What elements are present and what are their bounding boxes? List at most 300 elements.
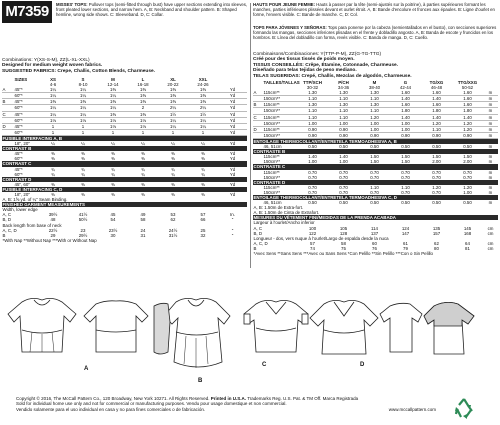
table-cell: 168 (463, 230, 472, 236)
table-cell: 1.60 (452, 102, 483, 108)
table-cell: 46, 51cm (263, 200, 282, 206)
table-cell: 1¼ (98, 105, 128, 111)
french-description (253, 2, 497, 24)
table-cell: 0.90 (452, 132, 483, 138)
table-cell: 1⅜ (98, 99, 128, 105)
table-cell: 0.70 (432, 189, 441, 195)
table-cell: C (2, 111, 14, 117)
table-cell: 1½ (158, 111, 188, 117)
table-cell: B, D (253, 230, 263, 236)
table-cell: cm (487, 230, 494, 236)
table-cell: 66 (200, 217, 206, 223)
table-cell: 122 (308, 230, 317, 236)
table-cell: 150cm** (263, 108, 297, 114)
table-cell: ⅜ (111, 151, 115, 157)
table-cell: ¾ (141, 166, 145, 172)
table-cell: ⅜ (51, 151, 55, 157)
table-cell: ⅜ (201, 191, 205, 197)
table-cell: XS (50, 77, 56, 82)
table-cell: 0.50 (308, 144, 317, 150)
table-cell: 115cm** (263, 114, 297, 120)
table-cell: ⅜ (201, 181, 205, 187)
table-cell: D (2, 123, 14, 129)
table-cell: 4-6 (49, 82, 57, 88)
table-cell: 50½ (78, 217, 88, 223)
table-cell: 1⅜ (98, 111, 128, 117)
table-cell: ⅜ (141, 151, 145, 157)
table-cell: 24 (140, 227, 146, 233)
table-cell: B (2, 99, 14, 105)
table-cell: " (231, 227, 234, 233)
table-cell: 135 (432, 225, 441, 231)
table-cell: 115cm** (263, 169, 280, 175)
table-cell: 114 (371, 225, 378, 231)
table-cell: 1.00 (463, 189, 472, 195)
table-cell: 0.70 (339, 169, 348, 175)
table-cell: Yd (229, 151, 236, 157)
es-telas-text: TELAS SUGERIDAS: Crepé, Challís, Mezclas de algodón, Charmeuse. (253, 73, 412, 79)
table-cell: ⅜ (201, 156, 205, 162)
table-cell: 0.70 (339, 184, 348, 190)
table-cell: 20-22 (167, 82, 179, 88)
table-cell: FUSIBLE INTERFACING A, B (2, 135, 247, 141)
table-cell: 1¼ (68, 111, 98, 117)
table-cell: 1.20 (452, 126, 483, 132)
table-cell: 0.70 (339, 174, 348, 180)
table-cell: 1.60 (452, 90, 483, 96)
table-cell: 49 (140, 212, 146, 218)
table-cell: 115cm** (263, 90, 297, 96)
table-cell: 50-52 (461, 85, 474, 91)
table-cell: 1.10 (421, 126, 452, 132)
table-cell: m (488, 174, 493, 180)
table-cell: S (81, 77, 85, 82)
table-cell: 0.50 (339, 200, 348, 206)
combinations-text: Combinations: Y(XS-S-M), ZZ(L-XL-XXL) (2, 58, 90, 63)
table-cell: 1¼ (38, 111, 68, 117)
table-cell: A (253, 90, 263, 96)
table-cell: 0.70 (370, 169, 379, 175)
table-cell: m (488, 159, 493, 165)
table-cell: 45", 60" (14, 181, 30, 187)
table-cell: 1⅛ (128, 123, 158, 129)
table-cell: 1.50 (370, 154, 379, 160)
table-cell: 57 (310, 240, 315, 246)
usage-notice-text: Sold for individual home use only and not for commercial or manufacturing purposes. Vendu pour usage domestique et non commercial. (16, 401, 287, 407)
table-cell: 45"* (14, 166, 23, 172)
table-cell: 0.70 (463, 174, 472, 180)
table-cell: 1⅜ (128, 99, 158, 105)
table-cell: 1 (98, 129, 128, 135)
table-cell: 137 (370, 230, 379, 236)
table-cell: 48 (50, 217, 56, 223)
table-cell: A, C (253, 225, 263, 231)
table-cell: 39½ (48, 212, 58, 218)
table-cell: 1.10 (297, 108, 328, 114)
table-cell: 1.10 (297, 114, 328, 120)
spanish-text: Tops para ponerse por la cabeza (semientallados en el busto), con secciones superiores formando las mangas, secciones inferiores plisadas en el frente y dobladillo angosto. A, B: Banda de escote y fruncidos en los hombros. B: Línea del dobladillo con forma, revés visible. C: Banda de manga. D, C: Cuello. (253, 25, 497, 41)
table-cell: ⅜ (51, 191, 55, 197)
table-cell: 1.20 (421, 120, 452, 126)
table-cell: 45"* (14, 111, 38, 117)
table-cell: 25 (200, 227, 206, 233)
table-cell: 58 (140, 217, 146, 223)
table-cell: M (111, 77, 115, 82)
table-cell: 45"* (14, 99, 38, 105)
table-cell: FUSIBLE INTERFACING C, D (2, 187, 247, 192)
table-cell: Largeur à l'ourlet/Ancho inferior (253, 220, 315, 226)
printed-text: Printed in U.S.A. (210, 396, 247, 401)
fr-combinations-text: Combinaisons/Combinaciones: Y(TTP-P-M), ZZ(G-TG-TTG) (253, 52, 382, 57)
table-cell: 80 (434, 245, 439, 251)
english-title: MISSES' TOPS: (56, 2, 88, 7)
table-cell: 1.30 (328, 90, 359, 96)
table-cell: ENTOILAGE THERMOCOLLANT/ENTRETELA TERMOADHESIVA C, D (253, 195, 498, 200)
table-cell: 2 (128, 105, 158, 111)
table-cell: 8-10 (78, 82, 88, 88)
table-cell: 150cm** (263, 120, 297, 126)
english-description (56, 2, 248, 24)
table-cell: 45"* (14, 123, 38, 129)
table-cell: 18", 20" (14, 191, 30, 197)
table-cell: 79 (403, 245, 408, 251)
recycle-icon (452, 396, 476, 420)
table-cell: 1¼ (158, 117, 188, 123)
table-cell: ¾ (81, 171, 85, 177)
table-cell: 0.90 (421, 132, 452, 138)
table-cell: 1¼ (68, 87, 98, 93)
table-cell: 1.00 (328, 120, 359, 126)
table-cell: 1⅜ (158, 93, 188, 99)
table-cell: TTP/XCH (303, 80, 322, 85)
table-cell: m (488, 154, 493, 160)
table-cell: ⅜ (111, 191, 115, 197)
table-cell: 115cm** (263, 154, 280, 160)
table-cell: 1.10 (359, 108, 390, 114)
table-cell: 1.40 (421, 114, 452, 120)
table-cell: 60"* (14, 156, 23, 162)
table-cell: A, B: 1⅝ yd. of ¼" Seam Binding. (2, 197, 68, 203)
table-cell: Yd (218, 93, 247, 99)
table-cell: 16-18 (137, 82, 149, 88)
table-cell: 150cm** (263, 189, 281, 195)
table-cell: 54 (110, 217, 116, 223)
table-cell: ¼ (111, 141, 115, 147)
table-cell: CONTRASTE B (253, 149, 498, 154)
table-cell: 0.50 (401, 200, 410, 206)
table-cell: ¾ (201, 166, 205, 172)
fr-tissus-text: TISSUS CONSEILLÉS: Crêpe, Étamine, Cotonnade, Charmeuse. (253, 62, 399, 68)
table-cell: 1.50 (401, 154, 410, 160)
table-cell: TTG/XXG (457, 80, 478, 85)
table-cell: 1¼ (38, 93, 68, 99)
table-cell: TAILLES/TALLAS (263, 80, 300, 85)
table-cell: CONTRAST D (2, 177, 247, 182)
table-cell: 30-32 (306, 85, 319, 91)
designed-for-text: Designed for medium weight woven fabrics. (2, 63, 103, 69)
table-cell: 60"* (14, 93, 38, 99)
suggested-fabrics-text: SUGGESTED FABRICS: Crepe, Challis, Cotton Blends, Charmeuse. (2, 68, 155, 74)
table-cell: 1.60 (390, 102, 421, 108)
table-cell: 62 (434, 240, 439, 246)
table-cell: 115cm** (263, 184, 280, 190)
view-b-label: B (198, 378, 203, 384)
table-cell: ¾ (171, 166, 175, 172)
table-cell: 0.50 (432, 144, 441, 150)
table-cell: ¼ (81, 141, 85, 147)
table-cell: 1⅜ (188, 93, 218, 99)
table-cell: 1.20 (452, 120, 483, 126)
table-cell: 58 (341, 240, 346, 246)
table-cell: 1.40 (452, 114, 483, 120)
table-cell: ⅜ (171, 181, 175, 187)
table-cell: B (253, 245, 257, 251)
table-cell: 0.50 (463, 144, 472, 150)
table-cell: 46, 51cm (263, 144, 282, 150)
table-cell: ⅜ (171, 156, 175, 162)
table-cell: 1.80 (421, 108, 452, 114)
table-cell: 0.70 (463, 169, 472, 175)
table-cell: 18", 20" (14, 141, 30, 147)
table-cell: 1.10 (359, 96, 390, 102)
table-cell: 0.50 (401, 144, 410, 150)
table-cell: 1 (68, 129, 98, 135)
table-cell: ⅜ (111, 181, 115, 187)
table-cell: A (2, 87, 14, 93)
table-cell: 0.70 (308, 174, 317, 180)
table-cell: 1.60 (421, 90, 452, 96)
table-cell: cm (487, 225, 494, 231)
table-cell: 1⅜ (188, 99, 218, 105)
table-cell: Yd (229, 141, 236, 147)
column-divider (250, 3, 251, 268)
table-cell: Yd (229, 171, 236, 177)
table-cell: 124 (401, 225, 410, 231)
table-cell: ENTOILAGE THERMOCOLLANT/ENTRETELA TERMOADHESIVA A, B (253, 138, 498, 144)
table-cell: 0.70 (432, 174, 441, 180)
table-cell: 1.30 (359, 102, 390, 108)
table-cell: 0.90 (328, 126, 359, 132)
right-combinations-block (253, 52, 498, 79)
table-cell: ⅜ (111, 156, 115, 162)
table-cell: 128 (339, 230, 348, 236)
top-d-front-sketch (310, 300, 378, 354)
table-cell: 53 (170, 212, 176, 218)
top-a-front-sketch (8, 298, 76, 352)
table-cell: 1¼ (98, 93, 128, 99)
table-cell: A, C (2, 212, 12, 218)
table-cell: ¾ (141, 171, 145, 177)
table-cell: TG/XG (429, 80, 444, 85)
table-cell: 115cm** (263, 102, 297, 108)
table-cell: ⅜ (51, 156, 55, 162)
table-cell: m (483, 132, 498, 138)
table-cell: 1.50 (432, 154, 441, 160)
table-cell: ¼ (51, 141, 55, 147)
table-cell: Yd (229, 156, 236, 162)
table-cell: ¾ (111, 166, 115, 172)
table-cell: Yd (218, 117, 247, 123)
table-cell: 1⅜ (38, 99, 68, 105)
table-cell: ⅜ (141, 156, 145, 162)
table-cell: ⅜ (51, 181, 55, 187)
table-cell: ¼ (171, 141, 175, 147)
table-cell: ¾ (111, 171, 115, 177)
table-cell: ⅜ (81, 156, 85, 162)
table-cell: XXL (198, 77, 208, 82)
table-cell: m (488, 200, 493, 206)
table-cell: 0.50 (370, 144, 379, 150)
table-cell: 1.30 (297, 102, 328, 108)
table-cell: 0.70 (308, 169, 317, 175)
spanish-usage-text: Vendido solamente para el uso individual en casa y no para fines comerciales o de fabricación. (16, 406, 206, 412)
view-a-label: A (84, 366, 89, 372)
table-cell: 1.40 (339, 154, 348, 160)
table-cell: 2¼ (158, 105, 188, 111)
table-cell: 150cm** (263, 96, 297, 102)
table-cell: ¼ (201, 141, 205, 147)
table-cell: 0.90 (390, 132, 421, 138)
table-cell: 60"* (14, 129, 38, 135)
table-cell: 1⅜ (128, 111, 158, 117)
table-cell: " (231, 232, 234, 238)
table-cell: D (253, 126, 263, 132)
table-cell: 1.30 (359, 90, 390, 96)
garment-drawings (4, 292, 496, 384)
table-cell: 150cm** (263, 174, 281, 180)
table-cell: 24½ (168, 227, 178, 233)
table-cell: 1⅜ (128, 93, 158, 99)
table-cell: 150cm** (263, 159, 281, 165)
table-cell: 0.70 (401, 174, 410, 180)
table-cell: CONTRASTE C (253, 164, 498, 169)
table-cell: 57 (200, 212, 206, 218)
table-cell: Yd (229, 181, 236, 187)
table-cell: 147 (401, 230, 410, 236)
table-cell: 38-40 (368, 85, 381, 91)
table-cell: 1.40 (421, 96, 452, 102)
table-cell: 1.60 (390, 90, 421, 96)
table-cell: B (2, 232, 6, 238)
table-cell: m (488, 184, 493, 190)
table-cell: 1 (188, 129, 218, 135)
table-cell: In. (230, 212, 235, 218)
table-cell: 1.00 (359, 120, 390, 126)
table-cell: 1⅛ (98, 117, 128, 123)
table-cell: A, B: 1.50m de Extra-fort. (253, 205, 304, 211)
table-cell: 0.50 (339, 144, 348, 150)
table-cell: C (253, 114, 263, 120)
spanish-title: TOPS PARA JÓVENES Y SEÑORAS: (253, 25, 327, 30)
table-cell: 29½ (78, 232, 88, 238)
table-cell: 31 (140, 232, 146, 238)
table-cell: 1¼ (158, 123, 188, 129)
table-cell: 0.70 (401, 169, 410, 175)
table-cell: 0.90 (297, 132, 328, 138)
table-cell: 2¼ (188, 105, 218, 111)
table-cell: 0.50 (463, 200, 472, 206)
top-d-back-sketch (424, 302, 474, 354)
table-cell: 1⅛ (128, 117, 158, 123)
table-cell: B, D (2, 217, 12, 223)
table-cell: cm (487, 240, 494, 246)
website-link[interactable]: www.mccallpattern.com (388, 406, 436, 412)
right-metric-table (253, 80, 498, 256)
table-cell: 1⅛ (38, 117, 68, 123)
table-cell: 1.40 (390, 96, 421, 102)
table-cell: 1.20 (432, 184, 441, 190)
table-cell: 0.70 (308, 189, 317, 195)
table-cell: 1 (38, 123, 68, 129)
table-cell: m (483, 96, 498, 102)
table-cell: A, C, D (253, 240, 268, 246)
table-cell: m (483, 126, 498, 132)
table-cell: FINISHED GARMENT MEASUREMENTS (2, 202, 247, 207)
table-cell: 1.00 (359, 126, 390, 132)
table-cell: 1.30 (297, 90, 328, 96)
table-cell: Yd (229, 191, 236, 197)
table-cell: P/CH (338, 80, 349, 85)
top-c-front-sketch (244, 300, 308, 352)
table-cell: 1.10 (328, 114, 359, 120)
table-cell: 145 (463, 225, 472, 231)
table-cell: 45 (110, 212, 116, 218)
french-title: HAUTS POUR JEUNE FEMME: (253, 2, 316, 7)
table-cell: Yd (218, 123, 247, 129)
table-cell: 42-44 (399, 85, 412, 91)
table-cell: MESURES DU VÊTEMENT FINI/MEDIDAS DE LA PRENDA ACABADA (253, 215, 498, 220)
table-cell: 23½ (108, 227, 118, 233)
table-cell: m (483, 102, 498, 108)
table-cell: m (488, 169, 493, 175)
table-cell: 1¼ (38, 87, 68, 93)
table-cell: 1.10 (297, 96, 328, 102)
table-cell: 1.30 (328, 102, 359, 108)
table-cell: 1.00 (297, 120, 328, 126)
left-combinations-block (2, 58, 247, 74)
nap-note-row (2, 238, 247, 243)
table-cell: 32 (200, 232, 206, 238)
table-cell: 31½ (168, 232, 178, 238)
table-cell: 60 (372, 240, 377, 246)
table-cell: 1.20 (359, 114, 390, 120)
table-cell: 1.40 (308, 154, 317, 160)
table-cell: 64 (465, 240, 470, 246)
table-cell: CONTRASTE D (253, 180, 498, 185)
table-cell: 1⅜ (158, 99, 188, 105)
top-b-front-sketch (164, 298, 230, 368)
table-cell: 61 (403, 240, 408, 246)
trademark-text: Trademarks Reg. U.S. Pat. & TM Off. Marca Registrada (247, 396, 359, 401)
table-cell: 150cm** (263, 132, 297, 138)
table-cell: 115cm** (263, 126, 297, 132)
table-cell: m (488, 144, 493, 150)
table-cell: 1.00 (390, 126, 421, 132)
table-cell: cm (487, 245, 494, 251)
table-cell: m (488, 189, 493, 195)
table-cell: " (231, 217, 234, 223)
table-cell: 12-14 (107, 82, 119, 88)
table-cell: ⅜ (81, 181, 85, 187)
table-cell: 157 (432, 230, 441, 236)
footer-text (16, 396, 436, 412)
table-cell: 0.90 (359, 132, 390, 138)
table-cell: 1¼ (68, 105, 98, 111)
table-cell: 22½ (48, 227, 58, 233)
table-cell: A, C, D (2, 227, 17, 233)
table-cell: 1½ (188, 111, 218, 117)
top-a-back-sketch (84, 301, 148, 352)
